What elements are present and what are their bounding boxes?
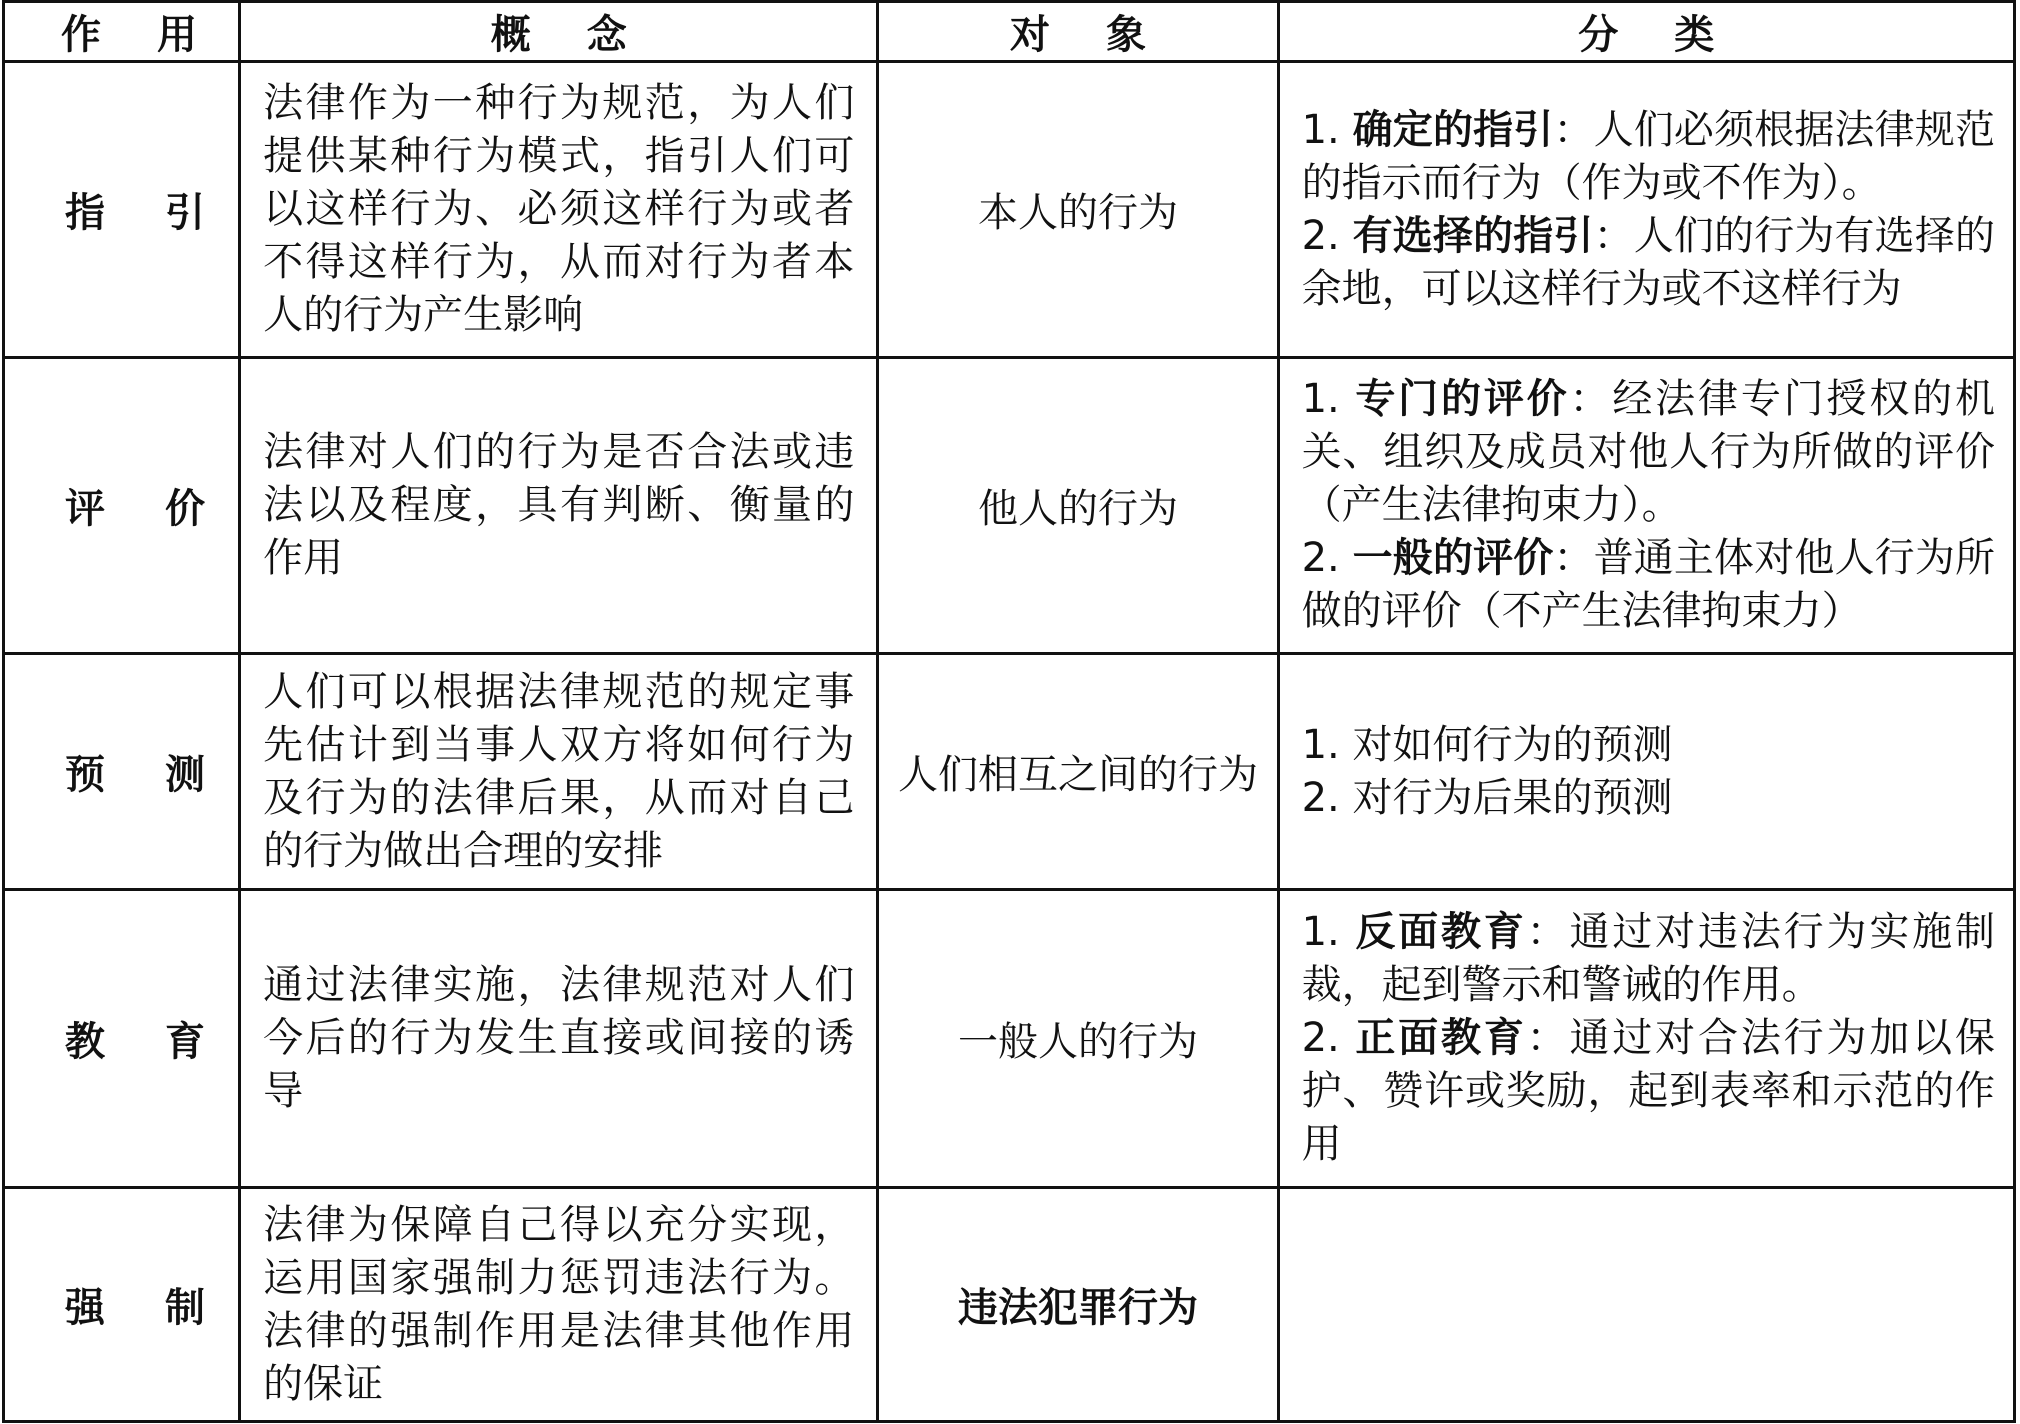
function-cell: 预测 [4, 654, 240, 890]
item-description: 通过对违法行为实施制裁，起到警示和警诫的作用。 [1301, 909, 1996, 1008]
header-classification: 分类 [1278, 2, 2014, 62]
item-separator: ： [1553, 535, 1594, 581]
classification-item [1302, 373, 1995, 532]
item-term: 有选择的指引 [1352, 212, 1594, 259]
concept-cell: 法律作为一种行为规范，为人们提供某种行为模式，指引人们可以这样行为、必须这样行为或者不得这样行为，从而对行为者本人的行为产生影响 [240, 62, 878, 358]
table-row [4, 62, 2015, 358]
item-number: 2. [1301, 535, 1353, 581]
classification-cell [1278, 62, 2014, 358]
classification-item [1302, 772, 1995, 825]
table-row [4, 890, 2015, 1188]
item-number: 2. [1301, 1015, 1356, 1061]
item-number: 2. [1301, 212, 1353, 259]
item-description: 经法律专门授权的机关、组织及成员对他人行为所做的评价（产生法律拘束力）。 [1301, 376, 1996, 528]
item-description: 对如何行为的预测 [1352, 721, 1673, 768]
item-description: 对行为后果的预测 [1352, 774, 1673, 821]
object-cell: 人们相互之间的行为 [878, 654, 1278, 890]
classification-cell [1278, 654, 2014, 890]
item-term: 专门的评价 [1355, 376, 1570, 422]
table-row [4, 358, 2015, 654]
object-cell: 一般人的行为 [878, 890, 1278, 1188]
item-term: 正面教育 [1355, 1015, 1527, 1061]
item-number: 1. [1301, 376, 1356, 422]
item-separator: ： [1526, 909, 1570, 955]
table-row [4, 654, 2015, 890]
function-cell: 指引 [4, 62, 240, 358]
item-term: 一般的评价 [1352, 535, 1554, 581]
item-description: 人们必须根据法律规范的指示而行为（作为或不作为）。 [1301, 106, 1995, 206]
object-cell: 他人的行为 [878, 358, 1278, 654]
concept-cell: 通过法律实施，法律规范对人们今后的行为发生直接或间接的诱导 [240, 890, 878, 1188]
object-cell: 本人的行为 [878, 62, 1278, 358]
function-cell: 强制 [4, 1188, 240, 1422]
item-separator: ： [1593, 212, 1634, 259]
item-number: 1. [1301, 106, 1353, 153]
header-object: 对象 [878, 2, 1278, 62]
classification-item [1302, 1012, 1995, 1171]
item-separator: ： [1553, 106, 1594, 153]
classification-cell [1278, 890, 2014, 1188]
item-description: 普通主体对他人行为所做的评价（不产生法律拘束力） [1301, 535, 1995, 634]
table-row [4, 1188, 2015, 1422]
item-number: 1. [1301, 909, 1356, 955]
item-number: 1. [1301, 721, 1353, 768]
concept-cell: 法律为保障自己得以充分实现，运用国家强制力惩罚违法行为。法律的强制作用是法律其他作用的保证 [240, 1188, 878, 1422]
function-cell: 教育 [4, 890, 240, 1188]
classification-item [1302, 719, 1995, 772]
object-cell: 违法犯罪行为 [878, 1188, 1278, 1422]
item-separator: ： [1526, 1015, 1570, 1061]
item-number: 2. [1301, 774, 1353, 821]
item-description: 通过对合法行为加以保护、赞许或奖励，起到表率和示范的作用 [1301, 1015, 1996, 1167]
header-row [4, 2, 2015, 62]
classification-item [1302, 210, 1995, 316]
classification-item [1302, 104, 1995, 210]
classification-item [1302, 906, 1995, 1012]
law-functions-table [2, 0, 2016, 1423]
concept-cell: 人们可以根据法律规范的规定事先估计到当事人双方将如何行为及行为的法律后果，从而对自己的行为做出合理的安排 [240, 654, 878, 890]
item-description: 人们的行为有选择的余地，可以这样行为或不这样行为 [1301, 212, 1995, 312]
item-separator: ： [1569, 376, 1613, 422]
header-function: 作用 [4, 2, 240, 62]
classification-cell-empty [1278, 1188, 2014, 1422]
header-concept: 概念 [240, 2, 878, 62]
item-term: 确定的指引 [1352, 106, 1554, 153]
item-term: 反面教育 [1355, 909, 1527, 955]
concept-cell: 法律对人们的行为是否合法或违法以及程度，具有判断、衡量的作用 [240, 358, 878, 654]
classification-cell [1278, 358, 2014, 654]
function-cell: 评价 [4, 358, 240, 654]
classification-item [1302, 532, 1995, 638]
